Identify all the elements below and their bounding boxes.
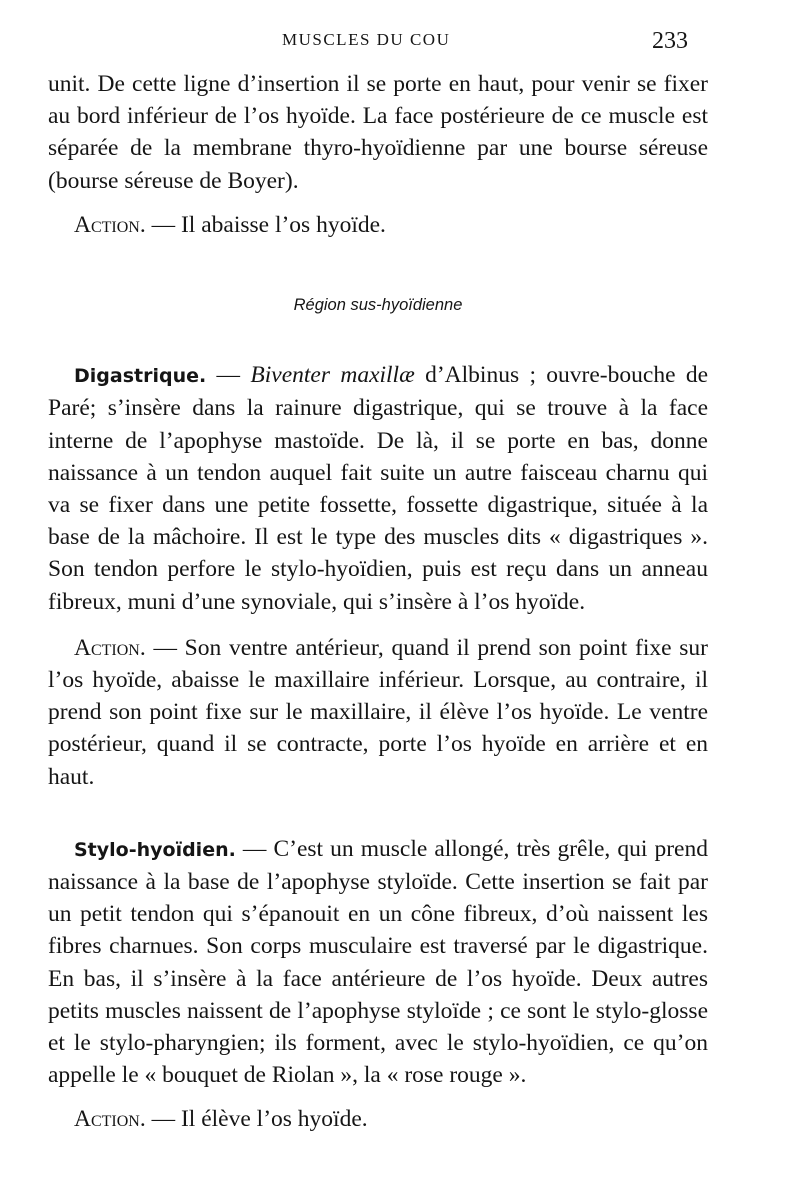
action-text: — Il abaisse l’os hyoïde. bbox=[145, 211, 386, 238]
action-text: — Son ventre antérieur, quand il prend son point fixe sur l’os hyoïde, abaisse le maxillaire inférieur. Lorsque, au contraire, il prend son point fixe sur le maxillaire, il élève l’os hyoïde. Le ventre postérieur, quand il se contracte, porte l’os hyoïde en arrière et en haut. bbox=[48, 634, 708, 790]
digastrique-paragraph bbox=[48, 359, 708, 618]
intro-action-paragraph bbox=[48, 209, 708, 241]
page-header bbox=[0, 26, 800, 66]
action-text: — Il élève l’os hyoïde. bbox=[145, 1106, 368, 1133]
action-label: Action. bbox=[74, 211, 146, 238]
digastrique-text: d’Albinus ; ouvre-bouche de Paré; s’insère dans la rainure digastrique, qui se trouve à la face interne de l’apophyse mastoïde. De là, il se porte en bas, donne naissance à un tendon auquel fait suite un autre faisceau charnu qui va se fixer dans une petite fossette, fossette digastrique, située à la base de la mâchoire. Il est le type des muscles dits « digastriques ». Son tendon perfore le stylo-hyoïdien, puis est reçu dans un anneau fibreux, muni d’une synoviale, qui s’insère à l’os hyoïde. bbox=[48, 362, 709, 615]
term-digastrique: Digastrique. bbox=[74, 365, 207, 388]
intro-paragraph: unit. De cette ligne d’insertion il se porte en haut, pour venir se fixer au bord inférieur de l’os hyoïde. La face postérieure de ce muscle est séparée de la membrane thyro-hyoïdienne par une bourse séreuse (bourse séreuse de Boyer). bbox=[48, 71, 708, 194]
stylo-hyoidien-paragraph bbox=[48, 833, 708, 1092]
section-title: Région sus-hyoïdienne bbox=[293, 296, 463, 315]
page-number: 233 bbox=[652, 28, 688, 54]
stylo-hyoidien-action-paragraph bbox=[48, 1103, 708, 1135]
action-label: Action. bbox=[74, 634, 146, 661]
action-label: Action. bbox=[74, 1106, 146, 1133]
latin-name: Biventer maxillæ bbox=[250, 362, 415, 389]
page-body bbox=[48, 68, 708, 1136]
term-dash: — bbox=[206, 362, 251, 389]
running-head: MUSCLES DU COU bbox=[282, 30, 451, 49]
digastrique-action-paragraph bbox=[48, 632, 708, 793]
stylo-hyoidien-text: — C’est un muscle allongé, très grêle, qui prend naissance à la base de l’apophyse styloïde. Cette insertion se fait par un petit tendon qui s’épanouit en un cône fibreux, d’où naissent les fibres charnues. Son corps musculaire est traversé par le digastrique. En bas, il s’insère à la face antérieure de l’os hyoïde. Deux autres petits muscles naissent de l’apophyse styloïde ; ce sont le stylo-glosse et le stylo-pharyngien; ils forment, avec le stylo-hyoïdien, ce qu’on appelle le « bouquet de Riolan », la « rose rouge ». bbox=[48, 835, 708, 1089]
term-stylo-hyoidien: Stylo-hyoïdien. bbox=[74, 838, 236, 861]
